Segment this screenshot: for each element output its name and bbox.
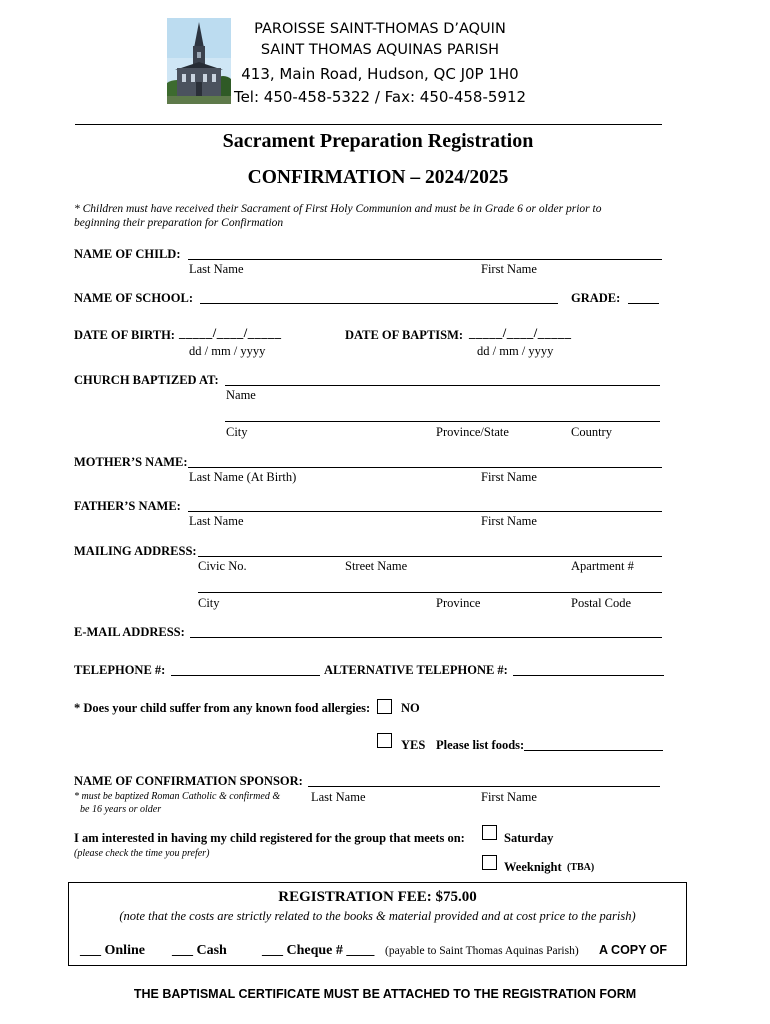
church-name-caption: Name — [226, 388, 256, 402]
payable-note: (payable to Saint Thomas Aquinas Parish) — [385, 945, 579, 957]
civic-caption: Civic No. — [198, 559, 247, 573]
mailing-street-line[interactable] — [198, 556, 662, 557]
weeknight-checkbox[interactable] — [482, 855, 497, 870]
grade-label: GRADE: — [571, 291, 621, 305]
list-foods-line[interactable] — [524, 750, 663, 751]
child-last-name-caption: Last Name — [189, 262, 244, 276]
mailing-city-caption: City — [198, 596, 220, 610]
mother-last-name-caption: Last Name (At Birth) — [189, 470, 297, 484]
school-label: NAME OF SCHOOL: — [74, 291, 193, 305]
cash-option[interactable]: ___ Cash — [172, 943, 227, 958]
group-question: I am interested in having my child registered for the group that meets on: — [74, 831, 465, 845]
sponsor-last-name-caption: Last Name — [311, 790, 366, 804]
sponsor-note-2: be 16 years or older — [80, 804, 162, 815]
alt-telephone-label: ALTERNATIVE TELEPHONE #: — [324, 663, 508, 677]
dob-label: DATE OF BIRTH: — [74, 328, 175, 342]
list-foods-label: Please list foods: — [436, 738, 525, 752]
street-caption: Street Name — [345, 559, 408, 573]
sponsor-first-name-caption: First Name — [481, 790, 537, 804]
father-last-name-caption: Last Name — [189, 514, 244, 528]
saturday-checkbox[interactable] — [482, 825, 497, 840]
school-line[interactable] — [200, 303, 558, 304]
parish-contact: Tel: 450-458-5322 / Fax: 450-458-5912 — [233, 88, 527, 106]
allergy-no-checkbox[interactable] — [377, 699, 392, 714]
parish-name-fr: PAROISSE SAINT-THOMAS D’AQUIN — [254, 21, 506, 37]
dob-format: dd / mm / yyyy — [189, 344, 266, 358]
fee-note: (note that the costs are strictly related to the books & material provided and at cost price to the parish) — [119, 909, 636, 923]
page-subtitle: CONFIRMATION – 2024/2025 — [247, 167, 509, 188]
cheque-label: Cheque # — [286, 943, 343, 958]
father-name-line[interactable] — [188, 511, 662, 512]
apartment-caption: Apartment # — [571, 559, 634, 573]
sponsor-line[interactable] — [308, 786, 660, 787]
fee-title: REGISTRATION FEE: $75.00 — [278, 889, 477, 905]
church-city-caption: City — [226, 425, 248, 439]
sponsor-label: NAME OF CONFIRMATION SPONSOR: — [74, 774, 303, 788]
church-city-line[interactable] — [225, 421, 660, 422]
telephone-line[interactable] — [171, 675, 320, 676]
cheque-option[interactable]: ___ Cheque # ____ — [262, 943, 375, 958]
baptism-date-input[interactable]: _____/____/_____ — [469, 326, 572, 340]
baptism-date-format: dd / mm / yyyy — [477, 344, 554, 358]
postal-code-caption: Postal Code — [571, 596, 632, 610]
church-name-line[interactable] — [225, 385, 660, 386]
mother-name-line[interactable] — [188, 467, 662, 468]
allergy-question: * Does your child suffer from any known food allergies: — [74, 701, 371, 715]
dob-input[interactable]: _____/____/_____ — [179, 326, 282, 340]
page-title: Sacrament Preparation Registration — [222, 130, 534, 152]
online-option[interactable]: ___ Online — [80, 943, 145, 958]
email-label: E-MAIL ADDRESS: — [74, 625, 185, 639]
church-province-caption: Province/State — [436, 425, 509, 439]
mailing-address-label: MAILING ADDRESS: — [74, 544, 197, 558]
saturday-label: Saturday — [504, 831, 554, 845]
weeknight-tba: (TBA) — [567, 862, 595, 873]
alt-telephone-line[interactable] — [513, 675, 664, 676]
child-first-name-caption: First Name — [481, 262, 537, 276]
sponsor-note-1: * must be baptized Roman Catholic & confirmed & — [74, 791, 281, 802]
mailing-province-caption: Province — [436, 596, 481, 610]
baptism-date-label: DATE OF BAPTISM: — [345, 328, 464, 342]
grade-line[interactable] — [628, 303, 659, 304]
copy-of-text: A COPY OF — [599, 943, 668, 957]
child-name-line[interactable] — [188, 259, 662, 260]
father-name-label: FATHER’S NAME: — [74, 499, 181, 513]
weeknight-label: Weeknight — [504, 860, 562, 874]
email-line[interactable] — [190, 637, 662, 638]
mailing-city-line[interactable] — [198, 592, 662, 593]
church-country-caption: Country — [571, 425, 612, 439]
telephone-label: TELEPHONE #: — [74, 663, 166, 677]
group-note: (please check the time you prefer) — [74, 848, 210, 859]
online-label: Online — [104, 943, 145, 958]
eligibility-note-2: beginning their preparation for Confirmation — [74, 217, 284, 229]
cash-label: Cash — [196, 943, 227, 958]
header-divider — [75, 124, 662, 125]
parish-address: 413, Main Road, Hudson, QC J0P 1H0 — [241, 65, 519, 83]
eligibility-note: * Children must have received their Sacrament of First Holy Communion and must be in Grade 6 or older prior to — [74, 203, 602, 215]
allergy-yes-label: YES — [401, 738, 426, 752]
allergy-no-label: NO — [401, 701, 420, 715]
allergy-yes-checkbox[interactable] — [377, 733, 392, 748]
church-label: CHURCH BAPTIZED AT: — [74, 373, 219, 387]
mother-first-name-caption: First Name — [481, 470, 537, 484]
child-name-label: NAME OF CHILD: — [74, 247, 181, 261]
father-first-name-caption: First Name — [481, 514, 537, 528]
parish-name-en: SAINT THOMAS AQUINAS PARISH — [260, 42, 500, 58]
footer-notice: THE BAPTISMAL CERTIFICATE MUST BE ATTACHED TO THE REGISTRATION FORM — [133, 987, 637, 1001]
mother-name-label: MOTHER’S NAME: — [74, 455, 188, 469]
